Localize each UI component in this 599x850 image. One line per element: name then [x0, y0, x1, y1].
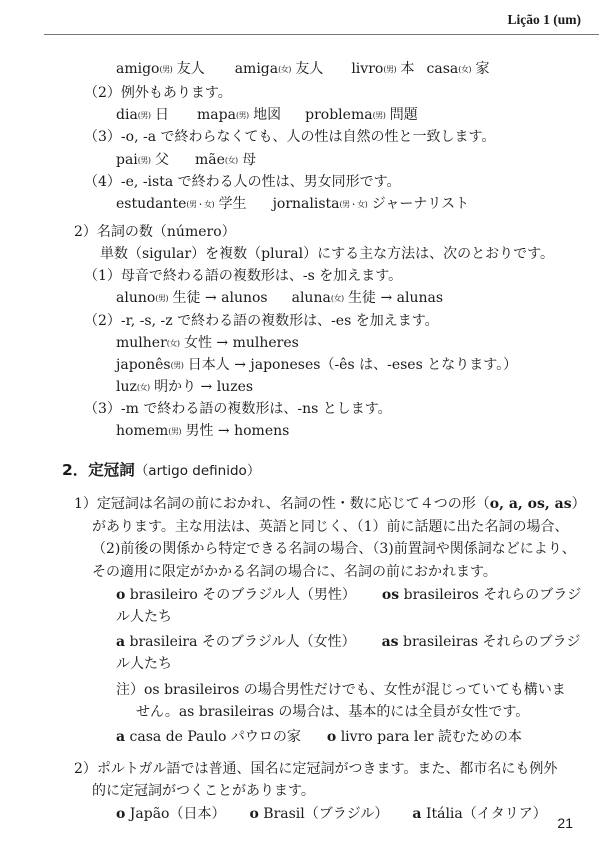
example-line-japao	[116, 804, 547, 824]
note-line: 注）os brasileiros の場合男性だけでも、女性が混じっていても構いま	[116, 682, 566, 698]
word: problema	[305, 107, 373, 123]
meaning: 問題	[389, 107, 418, 123]
example-continuation: ル人たち	[116, 609, 172, 625]
gender-tag: (男)	[137, 111, 151, 120]
text: 1）定冠詞は名詞の前におかれ、名詞の性・数に応じて４つの形（	[74, 496, 490, 512]
article: a	[412, 806, 422, 822]
example-line-homem	[116, 421, 289, 443]
section-title: 定冠詞	[88, 461, 135, 479]
subpoint-1: （1）母音で終わる語の複数形は、-s を加えます。	[84, 268, 403, 284]
example-line-brasileira	[116, 632, 581, 652]
example-line-japones	[116, 355, 517, 377]
phrase: livro para ler 読むための本	[336, 729, 522, 745]
word: dia	[116, 107, 138, 123]
word: japonês	[116, 357, 171, 373]
gender-tag: (女)	[224, 156, 238, 165]
phrase: brasileiras それらのブラジ	[398, 634, 581, 650]
gender-tag: (男・女)	[186, 200, 215, 209]
meaning: 友人	[295, 61, 324, 77]
word: mapa	[197, 107, 236, 123]
example-line-brasileiro	[116, 585, 581, 605]
word: casa	[426, 61, 459, 77]
article: a	[116, 729, 126, 745]
gender-tag: (男)	[137, 156, 151, 165]
example-line-casa	[116, 727, 522, 747]
article: os	[381, 587, 400, 603]
header-rule	[44, 34, 599, 35]
meaning: 父	[155, 152, 169, 168]
article: o	[116, 806, 126, 822]
article: o	[116, 587, 126, 603]
paragraph-line	[74, 494, 586, 514]
gender-tag: (男)	[372, 111, 386, 120]
meaning: 地図	[253, 107, 282, 123]
meaning: 本	[400, 61, 415, 77]
meaning: 女性 → mulheres	[183, 335, 299, 351]
gender-tag: (男)	[168, 427, 182, 436]
paragraph-line: その適用に限定がかかる名詞の場合に、名詞の前におかれます。	[92, 564, 497, 580]
word: jornalista	[272, 196, 340, 212]
meaning: 男性 → homens	[185, 423, 290, 439]
gender-tag: (女)	[330, 294, 344, 303]
word: estudante	[116, 196, 187, 212]
meaning: 家	[475, 61, 490, 77]
example-line-aluno	[116, 288, 443, 310]
section-heading-number: 2）名詞の数（número）	[74, 224, 236, 240]
phrase: brasileiro そのブラジル人（男性）	[125, 587, 356, 603]
paragraph-line: 2）ポルトガル語では普通、国名に定冠詞がつきます。また、都市名にも例外	[74, 761, 558, 777]
word: luz	[116, 379, 137, 395]
section-number: 2．	[62, 461, 89, 479]
example-line-estudante	[116, 194, 469, 216]
running-header	[0, 12, 599, 34]
gender-tag: (男)	[383, 65, 397, 74]
phrase: Itália（イタリア）	[421, 806, 547, 822]
meaning: 明かり → luzes	[154, 379, 254, 395]
gender-tag: (女)	[458, 65, 471, 74]
meaning: 生徒 → alunas	[348, 290, 444, 306]
example-line-dia	[116, 105, 418, 127]
paragraph-line: 的に定冠詞がつくことがあります。	[92, 783, 315, 799]
word: homem	[116, 423, 169, 439]
meaning: 日本人 → japoneses（-ês は、-eses となります。）	[187, 357, 518, 373]
phrase: Brasil（ブラジル）	[258, 806, 389, 822]
word: livro	[351, 61, 384, 77]
subpoint-4: （4）-e, -ista で終わる人の性は、男女同形です。	[84, 174, 401, 190]
phrase: casa de Paulo パウロの家	[125, 729, 301, 745]
word: aluno	[116, 290, 156, 306]
meaning: 生徒 → alunos	[172, 290, 268, 306]
word: pai	[116, 152, 138, 168]
meaning: 日	[155, 107, 169, 123]
meaning: ジャーナリスト	[371, 196, 470, 212]
phrase: brasileira そのブラジル人（女性）	[125, 634, 356, 650]
meaning: 母	[242, 152, 257, 168]
section-heading	[62, 460, 260, 481]
example-line-amigo	[116, 59, 489, 81]
note-line: せん。as brasileiras の場合は、基本的には全員が女性です。	[136, 704, 530, 720]
article: as	[381, 634, 399, 650]
gender-tag: (男)	[159, 65, 173, 74]
word: mãe	[195, 152, 225, 168]
section-subtitle: （artigo definido）	[134, 463, 261, 479]
subpoint-3: （3）-o, -a で終わらなくても、人の性は自然の性と一致します。	[84, 129, 496, 145]
article-forms: o, a, os, as	[489, 496, 572, 512]
gender-tag: (男)	[170, 361, 184, 370]
meaning: 友人	[176, 61, 205, 77]
word: amiga	[234, 61, 279, 77]
text: ）	[571, 496, 586, 512]
article: o	[249, 806, 259, 822]
gender-tag: (女)	[136, 383, 150, 392]
word: mulher	[116, 335, 167, 351]
paragraph: 単数（sigular）を複数（plural）にする主な方法は、次のとおりです。	[100, 246, 555, 262]
paragraph-line: （2)前後の関係から特定できる名詞の場合、（3)前置詞や関係詞などにより、	[92, 541, 576, 557]
subpoint-3: （3）-m で終わる語の複数形は、-ns とします。	[84, 401, 392, 417]
paragraph-line: があります。主な用法は、英語と同じく、（1）前に話題に出た名詞の場合、	[92, 519, 569, 535]
phrase: Japão（日本）	[125, 806, 226, 822]
gender-tag: (男・女)	[339, 200, 368, 209]
word: amigo	[116, 61, 160, 77]
article: o	[326, 729, 337, 745]
example-line-luz	[116, 377, 253, 399]
page-number: 21	[557, 815, 573, 831]
gender-tag: (男)	[155, 294, 169, 303]
meaning: 学生	[218, 196, 247, 212]
phrase: brasileiros それらのブラジ	[399, 587, 582, 603]
gender-tag: (女)	[166, 339, 180, 348]
article: a	[116, 634, 126, 650]
word: aluna	[291, 290, 331, 306]
gender-tag: (女)	[278, 65, 291, 74]
gender-tag: (男)	[235, 111, 249, 120]
example-continuation: ル人たち	[116, 656, 172, 672]
example-line-pai	[116, 150, 256, 172]
subpoint-2: （2）例外もあります。	[84, 85, 232, 101]
example-line-mulher	[116, 333, 299, 355]
chapter-title: Lição 1 (um)	[507, 12, 581, 27]
subpoint-2: （2）-r, -s, -z で終わる語の複数形は、-es を加えます。	[84, 313, 439, 329]
